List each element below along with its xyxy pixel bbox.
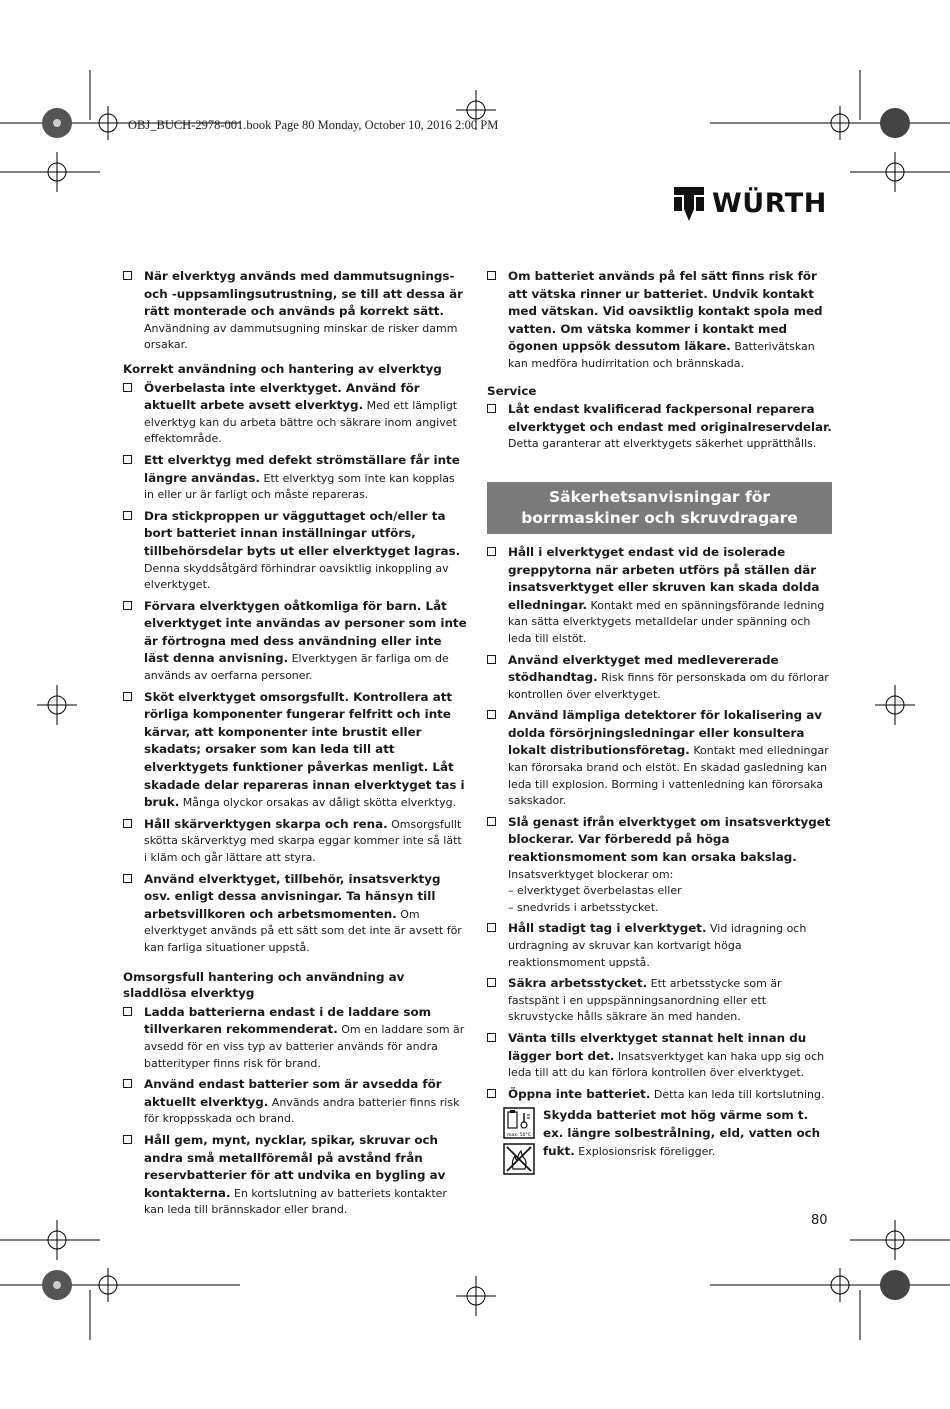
list-item: Vänta tills elverktyget stannat helt innan du lägger bort det. Insatsverktyget kan haka upp sig och leda till att du kan förlora kontrollen över elverktyget. [487, 1030, 832, 1082]
list-item: Om batteriet används på fel sätt finns risk för att vätska rinner ur batteriet. Undvik kontakt med vätskan. Vid oavsiktlig kontakt spola med vatten. Om vätska kommer i kontakt med ögonen uppsök dessutom läkare. Batterivätskan kan medföra hudirritation och brännskada. [487, 268, 832, 373]
list-item: När elverktyg används med dammutsugnings- och -uppsamlingsutrustning, se till att dessa är rätt monterade och används på korrekt sätt. Användning av dammutsugning minskar de risker damm orsakar. [123, 268, 468, 354]
list-item: Öppna inte batteriet. Detta kan leda till kortslutning. [487, 1086, 832, 1104]
checkbox-bullet-icon [123, 874, 132, 883]
max-temperature-icon [503, 1107, 535, 1139]
list-item: Överbelasta inte elverktyget. Använd för aktuellt arbete avsett elverktyg. Med ett lämpligt elverktyg kan du arbeta bättre och säkrare inom angivet effektområde. [123, 380, 468, 448]
checkbox-bullet-icon [123, 511, 132, 520]
checkbox-bullet-icon [123, 455, 132, 464]
left-column [123, 268, 468, 1223]
section-heading: Korrekt användning och hantering av elverktyg [123, 361, 442, 376]
checkbox-bullet-icon [487, 1089, 496, 1098]
checkbox-bullet-icon [123, 692, 132, 701]
page-number: 80 [811, 1213, 828, 1228]
list-item: Förvara elverktygen oåtkomliga för barn. Låt elverktyget inte användas av personer som inte är förtrogna med dess användning eller inte läst denna anvisning. Elverktygen är farliga om de används av oerfarna personer. [123, 598, 468, 685]
checkbox-bullet-icon [123, 1007, 132, 1016]
warning-with-icons: max. 50°C Skydda batteriet mot hög värme som t. ex. längre solbestrålning, eld, vatten och fukt. Explosionsrisk föreligger. [487, 1107, 832, 1179]
list-item: Sköt elverktyget omsorgsfullt. Kontrollera att rörliga komponenter fungerar felfritt och inte kärvar, att komponenter inte brustit eller skadats; orsaker som kan leda till att elverktygets funktioner påverkas menligt. Låt skadade delar repareras innan elverktyget tas i bruk. Många olyckor orsakas av dåligt skötta elverktyg. [123, 689, 468, 812]
checkbox-bullet-icon [487, 655, 496, 664]
list-item: Använd endast batterier som är avsedda för aktuellt elverktyg. Används andra batterier finns risk för kroppsskada och brand. [123, 1076, 468, 1128]
list-item: Håll skärverktygen skarpa och rena. Omsorgsfullt skötta skärverktyg med skarpa eggar kommer inte så lätt i kläm och går lättare att styra. [123, 816, 468, 867]
list-item: Håll gem, mynt, nycklar, spikar, skruvar och andra små metallföremål på avstånd från reservbatterier för att undvika en bygling av kontakterna. En kortslutning av batteriets kontakter kan leda till brännskador eller brand. [123, 1132, 468, 1219]
checkbox-bullet-icon [123, 819, 132, 828]
list-item: Ett elverktyg med defekt strömställare får inte längre användas. Ett elverktyg som inte kan kopplas in eller ur är farligt och måste repareras. [123, 452, 468, 504]
checkbox-bullet-icon [487, 923, 496, 932]
section-banner: Säkerhetsanvisningar för borrmaskiner och skruvdragare [487, 482, 832, 534]
list-item: Säkra arbetsstycket. Ett arbetsstycke som är fastspänt i en uppspänningsanordning eller ett skruvstycke hålls säkrare än med handen. [487, 975, 832, 1026]
checkbox-bullet-icon [487, 710, 496, 719]
checkbox-bullet-icon [487, 978, 496, 987]
list-item: Slå genast ifrån elverktyget om insatsverktyget blockerar. Var förberedd på höga reaktionsmoment som kan orsaka bakslag. Insatsverktyget blockerar om: – elverktyget överbelastas eller – snedvrids i arbetsstycket. [487, 814, 832, 917]
list-item: Håll stadigt tag i elverktyget. Vid idragning och urdragning av skruvar kan kortvarigt höga reaktionsmoment uppstå. [487, 920, 832, 971]
checkbox-bullet-icon [487, 1033, 496, 1042]
checkbox-bullet-icon [487, 817, 496, 826]
list-item: Använd elverktyget, tillbehör, insatsverktyg osv. enligt dessa anvisningar. Ta hänsyn till arbetsvillkoren och arbetsmomenten. Om elverktyget används på ett sätt som det inte är avsett för kan farliga situationer uppstå. [123, 871, 468, 957]
checkbox-bullet-icon [123, 601, 132, 610]
checkbox-bullet-icon [123, 1079, 132, 1088]
list-item: Använd lämpliga detektorer för lokalisering av dolda försörjningsledningar eller konsultera lokalt distributionsföretag. Kontakt med elledningar kan förorsaka brand och elstöt. En skadad gasledning kan leda till explosion. Borrning i vattenledning kan förorsaka sakskador. [487, 707, 832, 810]
list-item: Håll i elverktyget endast vid de isolerade greppytorna när arbeten utförs på ställen där insatsverktyget eller skruven kan skada dolda elledningar. Kontakt med en spänningsförande ledning kan sätta elverktygets metalldelar under spänning och leda till elstöt. [487, 544, 832, 648]
checkbox-bullet-icon [487, 404, 496, 413]
dash-line: – snedvrids i arbetsstycket. [508, 900, 659, 914]
dash-line: – elverktyget överbelastas eller [508, 884, 682, 898]
list-item: Ladda batterierna endast i de laddare som tillverkaren rekommenderat. Om en laddare som är avsedd för en viss typ av batterier används för andra batterityper finns risk för brand. [123, 1004, 468, 1072]
checkbox-bullet-icon [487, 271, 496, 280]
no-fire-water-icon [503, 1143, 535, 1175]
checkbox-bullet-icon [123, 383, 132, 392]
logo-text: WÜRTH [712, 188, 827, 219]
list-item: Låt endast kvalificerad fackpersonal reparera elverktyget och endast med originalreservdelar. Detta garanterar att elverktygets säkerhet upprätthålls. [487, 401, 832, 453]
list-item: Dra stickproppen ur vägguttaget och/eller ta bort batteriet innan inställningar utförs, tillbehörsdelar byts ut eller elverktyget lagras. Denna skyddsåtgärd förhindrar oavsiktlig inkoppling av elverktyget. [123, 508, 468, 594]
svg-text:max. 50°C: max. 50°C [507, 1133, 531, 1139]
print-header-line: OBJ_BUCH-2978-001.book Page 80 Monday, October 10, 2016 2:00 PM [128, 118, 499, 132]
wurth-logo [674, 186, 827, 222]
right-column [487, 268, 832, 1179]
checkbox-bullet-icon [123, 1135, 132, 1144]
list-item: Använd elverktyget med medlevererade stödhandtag. Risk finns för personskada om du förlorar kontrollen över elverktyget. [487, 652, 832, 704]
wurth-logo-icon [674, 187, 704, 221]
section-heading: Omsorgsfull hantering och användning av sladdlösa elverktyg [123, 969, 405, 1001]
checkbox-bullet-icon [487, 547, 496, 556]
section-heading: Service [487, 383, 537, 398]
checkbox-bullet-icon [123, 271, 132, 280]
